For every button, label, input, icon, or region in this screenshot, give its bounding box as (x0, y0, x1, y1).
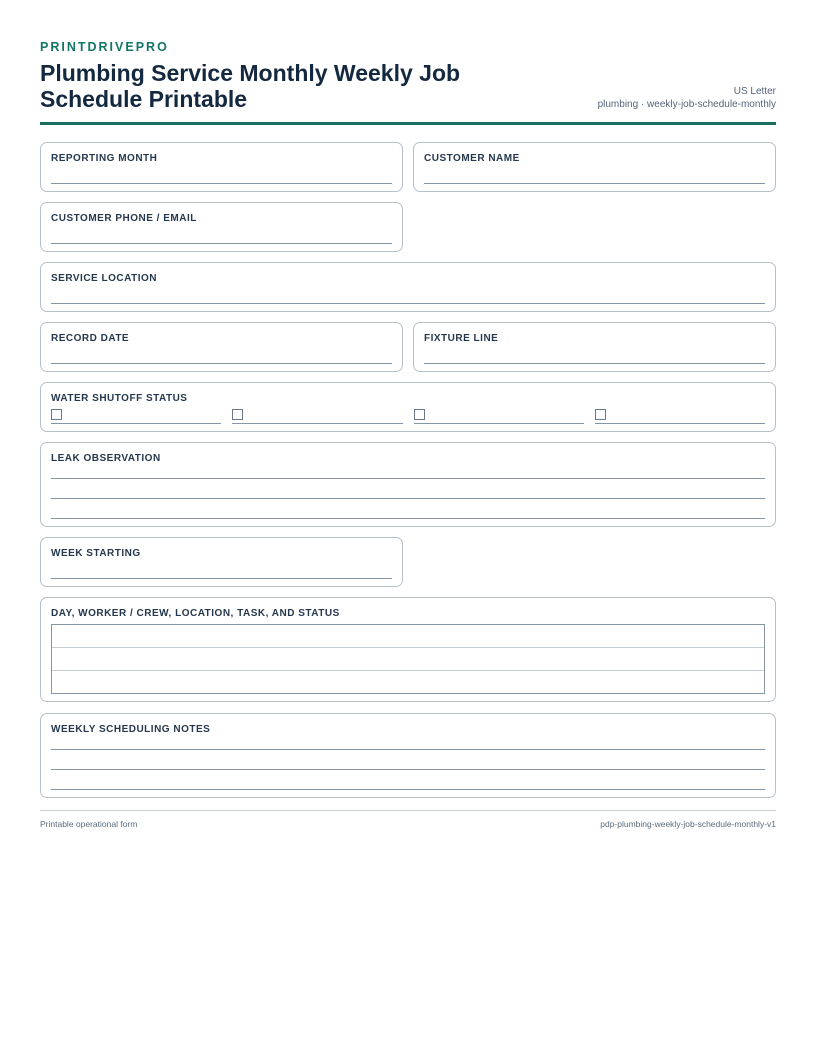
customer-contact-field[interactable] (40, 202, 403, 252)
customer-name-line[interactable] (424, 183, 765, 184)
schedule-table-label: DAY, WORKER / CREW, LOCATION, TASK, AND STATUS (51, 608, 340, 619)
fixture-line-line[interactable] (424, 363, 765, 364)
checkbox[interactable] (595, 409, 606, 420)
footer-divider (40, 810, 776, 811)
weekly-notes-label: WEEKLY SCHEDULING NOTES (51, 724, 211, 735)
leak-observation-line[interactable] (51, 518, 765, 519)
record-date-label: RECORD DATE (51, 333, 130, 344)
shutoff-option-2[interactable] (232, 409, 402, 424)
checkbox[interactable] (232, 409, 243, 420)
brand-name: PRINTDRIVEPRO (40, 40, 169, 54)
service-location-field[interactable] (40, 262, 776, 312)
header-divider (40, 122, 776, 125)
service-location-label: SERVICE LOCATION (51, 273, 157, 284)
record-date-field[interactable] (40, 322, 403, 372)
customer-name-label: CUSTOMER NAME (424, 153, 520, 164)
weekly-notes-line[interactable] (51, 789, 765, 790)
table-row[interactable] (52, 671, 764, 694)
checkbox[interactable] (51, 409, 62, 420)
leak-observation-line[interactable] (51, 498, 765, 499)
reporting-month-line[interactable] (51, 183, 392, 184)
footer-form-id: pdp-plumbing-weekly-job-schedule-monthly-v1 (600, 819, 776, 829)
water-shutoff-status-label: WATER SHUTOFF STATUS (51, 393, 188, 404)
form-slug: plumbing · weekly-job-schedule-monthly (597, 99, 776, 110)
week-starting-label: WEEK STARTING (51, 548, 141, 559)
weekly-notes-line[interactable] (51, 769, 765, 770)
leak-observation-line[interactable] (51, 478, 765, 479)
weekly-notes-field[interactable] (40, 713, 776, 798)
week-starting-field[interactable] (40, 537, 403, 587)
fixture-line-field[interactable] (413, 322, 776, 372)
leak-observation-label: LEAK OBSERVATION (51, 453, 161, 464)
week-starting-line[interactable] (51, 578, 392, 579)
table-row[interactable] (52, 625, 764, 648)
shutoff-option-1[interactable] (51, 409, 221, 424)
leak-observation-field[interactable] (40, 442, 776, 527)
footer-left-text: Printable operational form (40, 819, 138, 829)
water-shutoff-status-field (40, 382, 776, 432)
shutoff-option-3[interactable] (414, 409, 584, 424)
customer-name-field[interactable] (413, 142, 776, 192)
page-meta (598, 85, 776, 111)
page-title: Plumbing Service Monthly Weekly Job Schedule Printable (40, 60, 461, 112)
customer-contact-line[interactable] (51, 243, 392, 244)
fixture-line-label: FIXTURE LINE (424, 333, 499, 344)
record-date-line[interactable] (51, 363, 392, 364)
checkbox[interactable] (414, 409, 425, 420)
reporting-month-label: REPORTING MONTH (51, 153, 158, 164)
customer-contact-label: CUSTOMER PHONE / EMAIL (51, 213, 197, 224)
service-location-line[interactable] (51, 303, 765, 304)
shutoff-option-4[interactable] (595, 409, 765, 424)
shutoff-options (51, 409, 765, 425)
weekly-notes-line[interactable] (51, 749, 765, 750)
paper-size: US Letter (733, 86, 776, 97)
table-row[interactable] (52, 648, 764, 671)
schedule-table-section (40, 597, 776, 702)
schedule-table (51, 624, 765, 694)
reporting-month-field[interactable] (40, 142, 403, 192)
